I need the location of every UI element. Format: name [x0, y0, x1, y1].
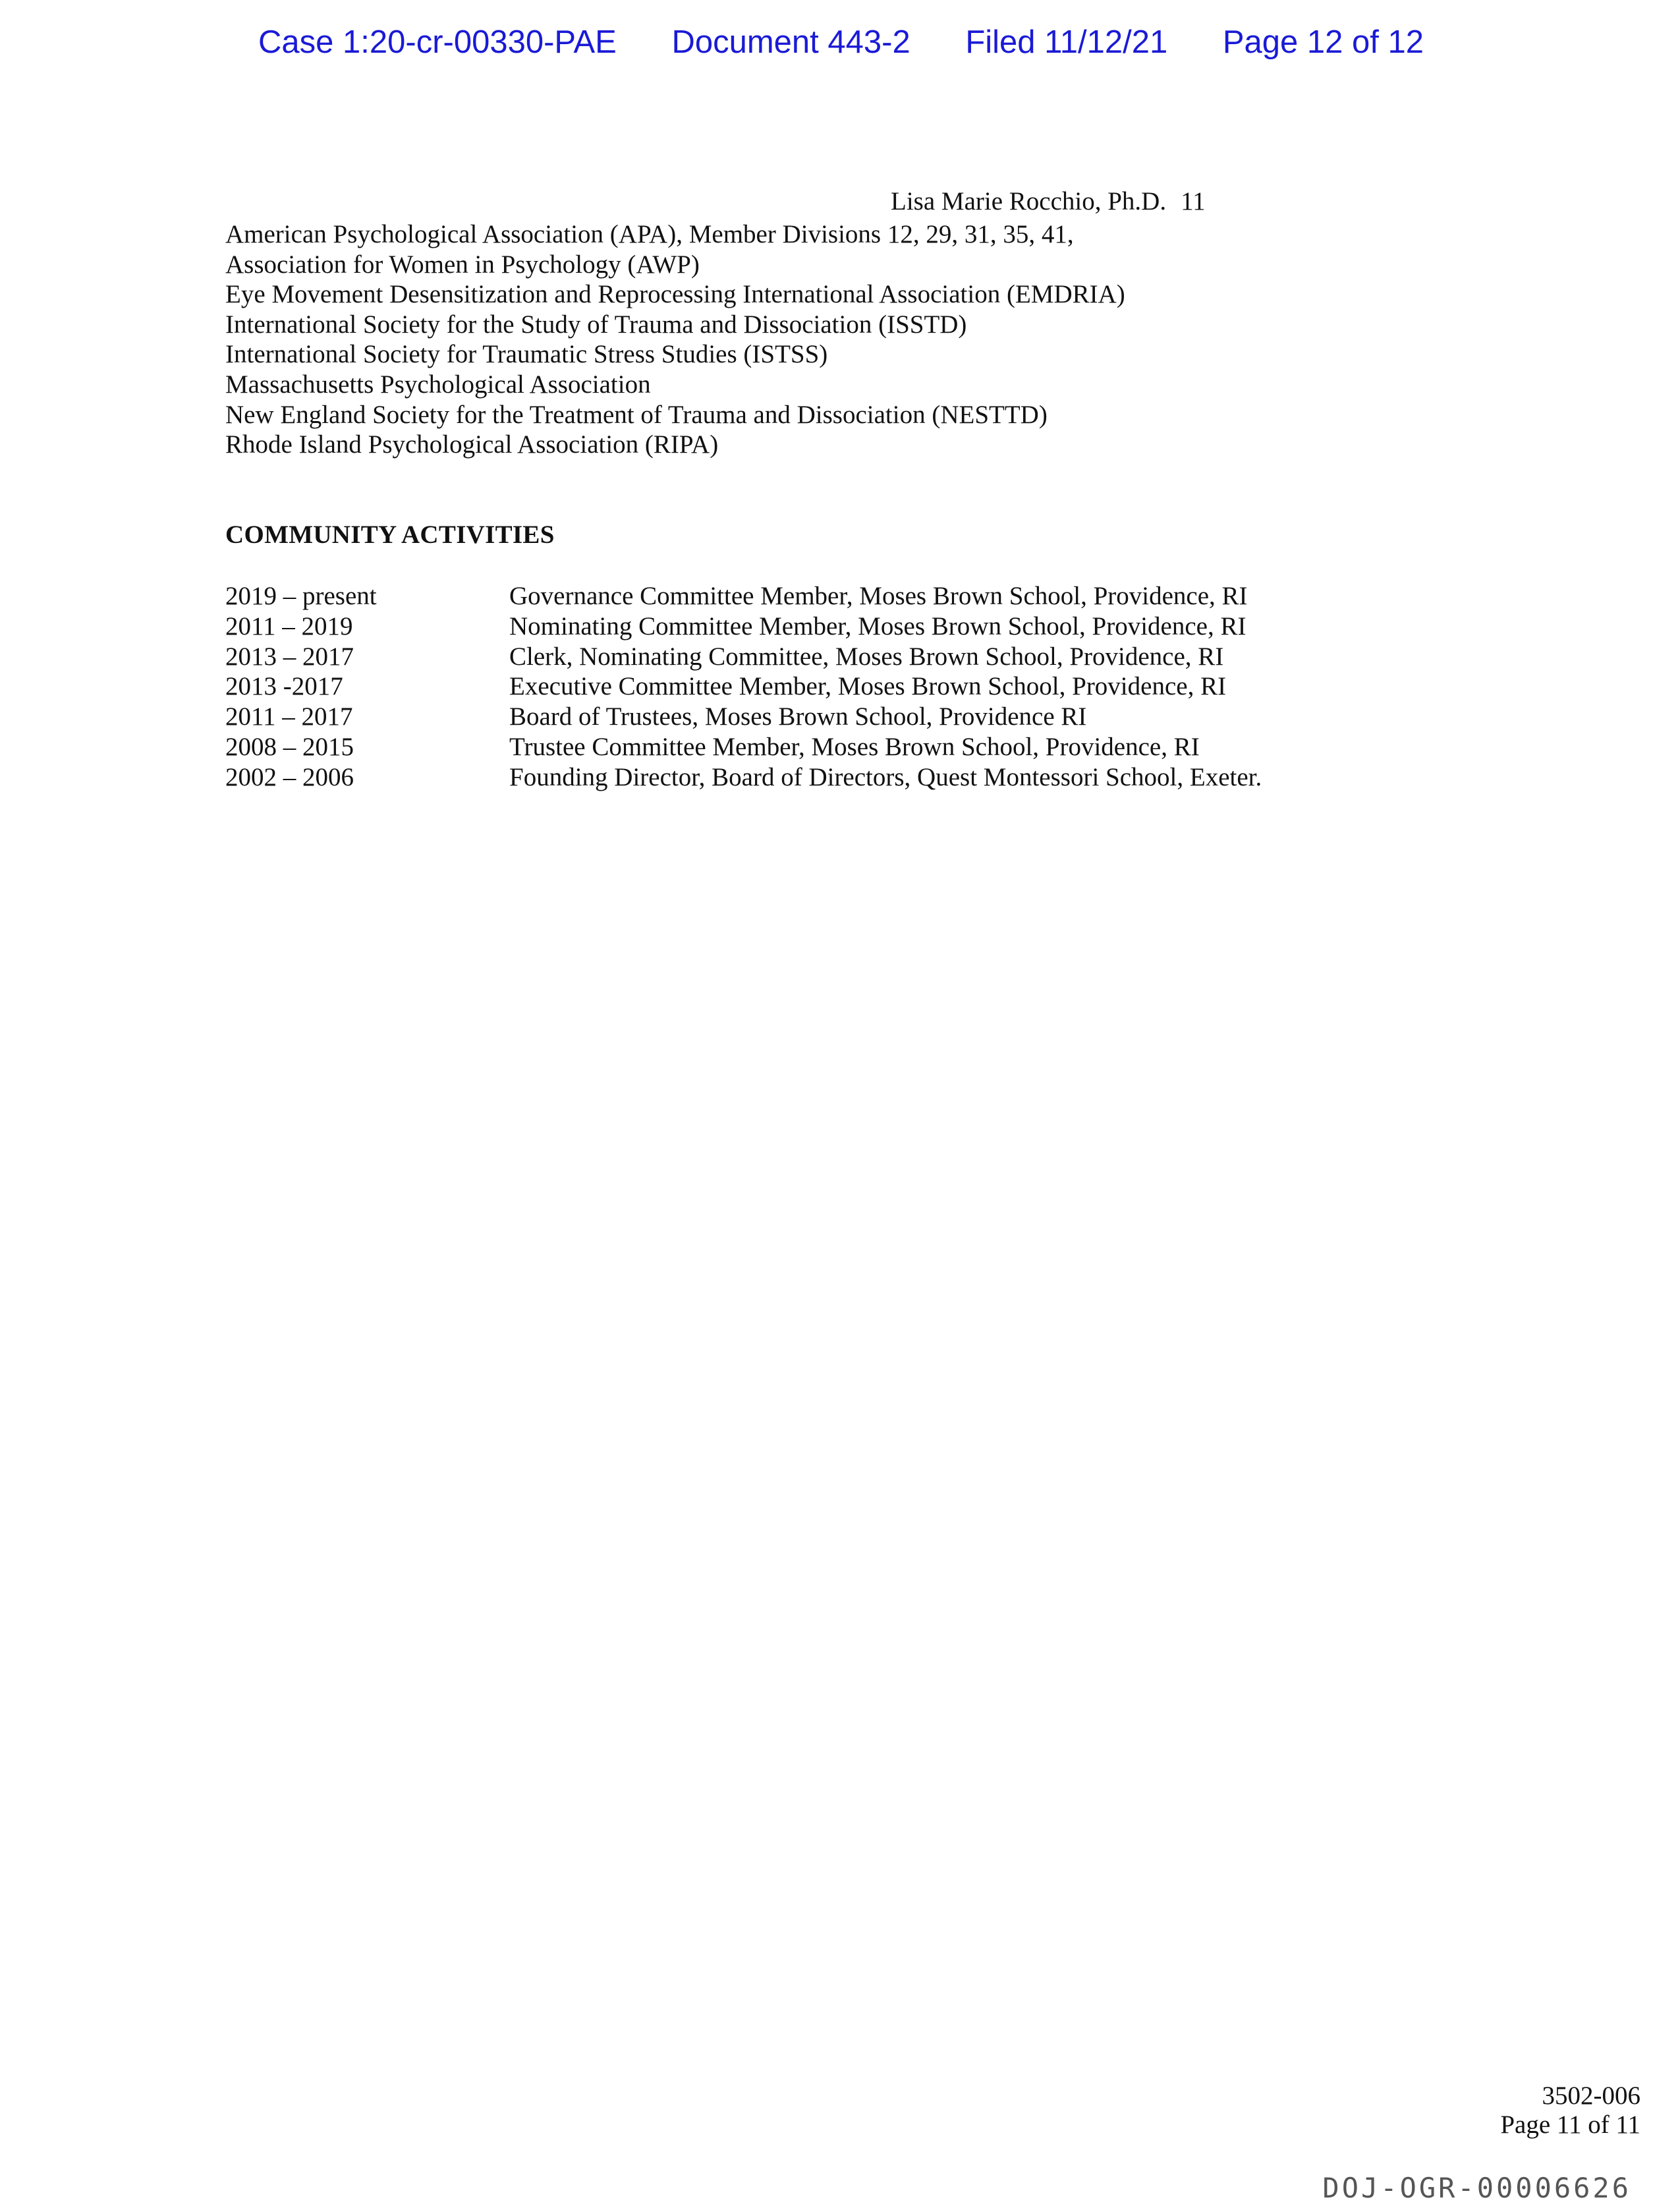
activity-description: Nominating Committee Member, Moses Brown School, Providence, RI: [509, 611, 1246, 640]
activity-years: 2011 – 2017: [225, 702, 353, 731]
activity-years: 2013 -2017: [225, 672, 343, 701]
activity-description: Founding Director, Board of Directors, Quest Montessori School, Exeter.: [509, 762, 1262, 791]
membership-item: Massachusetts Psychological Association: [225, 370, 651, 399]
document-number: Document 443-2: [671, 24, 910, 60]
activity-description: Executive Committee Member, Moses Brown School, Providence, RI: [509, 672, 1227, 701]
activity-description: Board of Trustees, Moses Brown School, Providence RI: [509, 702, 1087, 731]
membership-item: American Psychological Association (APA), Member Divisions 12, 29, 31, 35, 41,: [225, 220, 1074, 248]
activity-description: Clerk, Nominating Committee, Moses Brown School, Providence, RI: [509, 642, 1224, 671]
membership-list: [225, 219, 1125, 460]
activity-years: 2002 – 2006: [225, 762, 354, 791]
activity-description: Governance Committee Member, Moses Brown School, Providence, RI: [509, 582, 1248, 610]
membership-item: Association for Women in Psychology (AWP): [225, 250, 700, 279]
filed-date: Filed 11/12/21: [965, 24, 1168, 60]
activity-years: 2011 – 2019: [225, 611, 353, 640]
community-activities-heading: COMMUNITY ACTIVITIES: [225, 521, 555, 549]
running-head: [891, 188, 1206, 214]
activity-years: 2019 – present: [225, 582, 377, 610]
case-number: Case 1:20-cr-00330-PAE: [258, 24, 617, 60]
membership-item: New England Society for the Treatment of Trauma and Dissociation (NESTTD): [225, 400, 1048, 429]
membership-item: International Society for the Study of Trauma and Dissociation (ISSTD): [225, 310, 967, 339]
exhibit-footer: [1377, 2082, 1640, 2140]
author-name: Lisa Marie Rocchio, Ph.D.: [891, 187, 1167, 215]
membership-item: Rhode Island Psychological Association (RIPA): [225, 430, 719, 459]
exhibit-number: 3502-006: [1542, 2082, 1640, 2110]
activity-years: 2013 – 2017: [225, 642, 354, 671]
case-header: [258, 26, 1424, 59]
header-page-count: Page 12 of 12: [1222, 24, 1424, 60]
activity-years: 2008 – 2015: [225, 732, 354, 761]
membership-item: International Society for Traumatic Stress Studies (ISTSS): [225, 340, 828, 369]
running-page-number: 11: [1181, 187, 1206, 215]
exhibit-page-count: Page 11 of 11: [1500, 2111, 1640, 2139]
bates-number: DOJ-OGR-00006626: [1322, 2172, 1631, 2204]
membership-item: Eye Movement Desensitization and Reprocessing International Association (EMDRIA): [225, 280, 1125, 309]
activity-description: Trustee Committee Member, Moses Brown School, Providence, RI: [509, 732, 1200, 761]
